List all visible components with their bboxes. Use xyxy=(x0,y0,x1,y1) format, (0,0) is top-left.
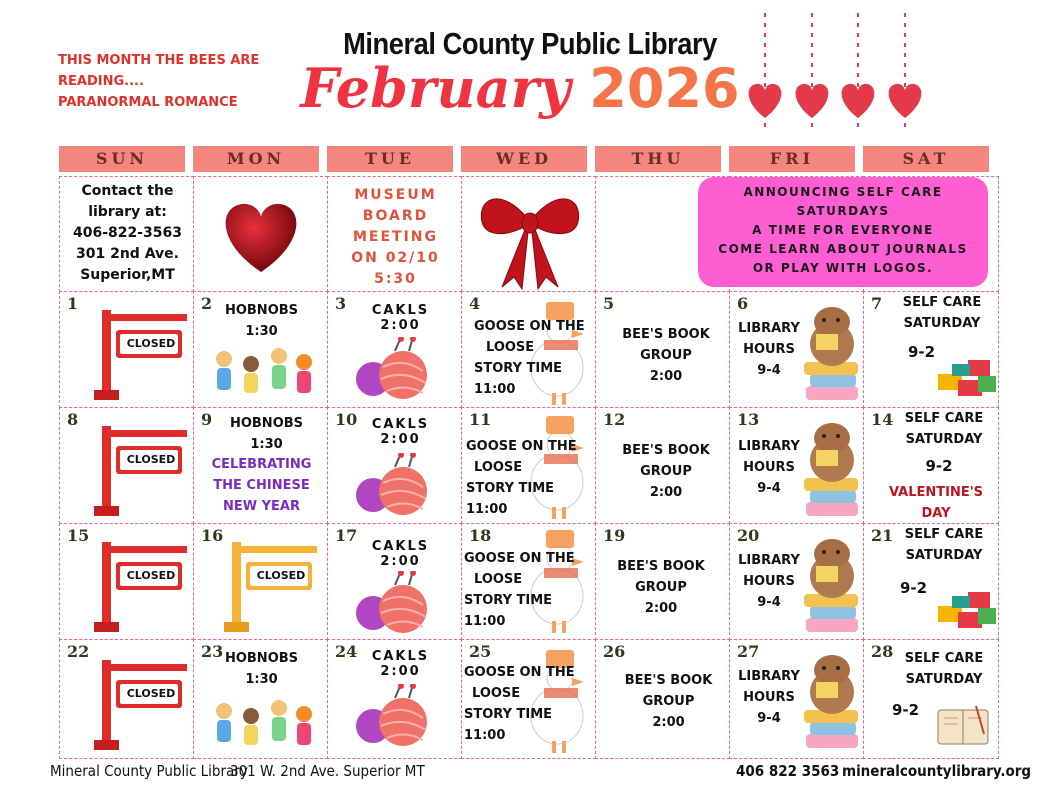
event-time: 9-4 xyxy=(757,481,781,496)
contact-info xyxy=(60,181,194,286)
reading-note xyxy=(58,50,288,113)
announcement-line: SATURDAYS xyxy=(796,204,890,218)
day-number: 8 xyxy=(67,410,79,429)
day-cell xyxy=(729,639,864,759)
day-cell xyxy=(193,639,328,759)
museum-line: 5:30 xyxy=(374,271,417,287)
day-cell xyxy=(327,523,462,640)
event-title: CAKLS xyxy=(371,539,430,554)
day-cell xyxy=(863,523,999,640)
event-self-care xyxy=(892,292,992,363)
event-valentines-day xyxy=(874,482,998,524)
day-number: 28 xyxy=(871,642,894,661)
event-time: 9-2 xyxy=(892,701,920,719)
event-title: HOURS xyxy=(743,690,795,705)
event-bees-book-group xyxy=(596,556,726,619)
dow-wed: WED xyxy=(461,146,587,172)
event-time: 2:00 xyxy=(649,485,683,500)
footer-phone: 406 822 3563 xyxy=(736,762,840,780)
event-time: 2:00 xyxy=(380,664,421,679)
event-bees-book-group xyxy=(601,440,730,503)
event-title: LOOSE xyxy=(474,572,523,587)
heart-icon xyxy=(749,13,782,133)
day-cell xyxy=(327,291,462,408)
dow-tue: TUE xyxy=(327,146,453,172)
closed-sign-icon xyxy=(90,652,190,752)
event-title: STORY TIME xyxy=(464,707,553,722)
event-title: GROUP xyxy=(635,580,687,595)
note-line: THIS MONTH THE BEES ARE xyxy=(58,53,260,68)
yarn-icon xyxy=(353,337,443,402)
day-number: 24 xyxy=(335,642,358,661)
day-cell xyxy=(193,407,328,524)
event-time: 9-2 xyxy=(900,579,928,597)
event-hobnobs xyxy=(194,648,328,690)
event-title: BEE'S BOOK xyxy=(622,327,710,342)
day-number: 19 xyxy=(603,526,626,545)
day-cell xyxy=(461,639,596,759)
day-number: 23 xyxy=(201,642,224,661)
day-number: 12 xyxy=(603,410,626,429)
day-number: 11 xyxy=(469,410,492,429)
event-title: CAKLS xyxy=(371,303,430,318)
day-number: 15 xyxy=(67,526,90,545)
event-hobnobs xyxy=(204,413,328,455)
footer-address: 301 W. 2nd Ave. Superior MT xyxy=(230,762,425,780)
day-number: 20 xyxy=(737,526,760,545)
event-time: 11:00 xyxy=(474,382,516,397)
day-cell xyxy=(461,407,596,524)
event-title: STORY TIME xyxy=(466,481,555,496)
event-time: 2:00 xyxy=(380,318,421,333)
closed-sign-icon xyxy=(90,534,190,634)
event-title: HOURS xyxy=(743,574,795,589)
day-number: 22 xyxy=(67,642,90,661)
day-number: 3 xyxy=(335,294,347,313)
day-cell xyxy=(461,291,596,408)
kids-icon xyxy=(209,344,319,399)
day-cell xyxy=(327,407,462,524)
day-cell xyxy=(327,639,462,759)
event-bees-book-group xyxy=(606,670,730,733)
day-cell xyxy=(595,291,730,408)
event-self-care xyxy=(892,408,996,477)
event-title: GROUP xyxy=(642,694,695,709)
event-title: LIBRARY xyxy=(738,669,800,684)
yarn-icon xyxy=(353,571,443,636)
self-care-announcement xyxy=(698,177,988,287)
day-number: 17 xyxy=(335,526,358,545)
event-title: BEE'S BOOK xyxy=(617,559,705,574)
dow-fri: FRI xyxy=(729,146,855,172)
event-time: 2:00 xyxy=(649,369,683,384)
day-cell xyxy=(193,523,328,640)
museum-line: BOARD xyxy=(362,208,429,224)
cell-bow xyxy=(461,176,596,292)
event-title: LIBRARY xyxy=(738,321,800,336)
event-bees-book-group xyxy=(601,324,730,387)
day-cell xyxy=(595,407,730,524)
capybara-icon xyxy=(800,302,862,406)
contact-line: Superior,MT xyxy=(80,267,175,283)
event-title: DAY xyxy=(921,506,951,521)
day-number: 5 xyxy=(603,294,615,313)
day-cell xyxy=(729,407,864,524)
event-title: GOOSE ON THE xyxy=(466,439,577,454)
day-cell xyxy=(595,639,730,759)
event-title: LOOSE xyxy=(474,460,523,475)
day-cell xyxy=(595,523,730,640)
event-library-hours xyxy=(734,318,804,381)
day-cell xyxy=(59,639,194,759)
day-number: 18 xyxy=(469,526,492,545)
event-time: 1:30 xyxy=(245,324,278,339)
dow-mon: MON xyxy=(193,146,319,172)
announcement-line: ANNOUNCING SELF CARE xyxy=(743,185,943,199)
cell-contact xyxy=(59,176,194,292)
closed-label: CLOSED xyxy=(126,687,176,700)
event-title: SATURDAY xyxy=(905,432,983,447)
event-title: HOBNOBS xyxy=(224,303,299,318)
day-cell xyxy=(863,639,999,759)
event-title: HOBNOBS xyxy=(224,651,299,666)
heart-icon xyxy=(889,13,922,133)
bow-icon xyxy=(462,177,596,292)
closed-label: CLOSED xyxy=(126,453,176,466)
event-hobnobs xyxy=(194,300,328,342)
event-time: 1:30 xyxy=(250,437,283,452)
library-title: Mineral County Public Library xyxy=(343,26,717,61)
event-title: LOOSE xyxy=(472,686,521,701)
closed-label: CLOSED xyxy=(126,569,176,582)
event-cakls xyxy=(338,646,462,682)
event-chinese-new-year xyxy=(194,454,328,517)
event-time: 9-4 xyxy=(757,595,781,610)
event-goose xyxy=(466,436,596,520)
event-title: LIBRARY xyxy=(738,553,800,568)
day-number: 21 xyxy=(871,526,894,545)
event-title: NEW YEAR xyxy=(223,499,300,514)
closed-label: CLOSED xyxy=(256,569,306,582)
event-title: GROUP xyxy=(640,348,692,363)
event-title: SELF CARE xyxy=(904,411,984,426)
event-title: GOOSE ON THE xyxy=(464,551,575,566)
day-number: 16 xyxy=(201,526,224,545)
day-number: 25 xyxy=(469,642,492,661)
dow-sat: SAT xyxy=(863,146,989,172)
event-time: 11:00 xyxy=(464,614,506,629)
event-title: SELF CARE xyxy=(904,651,984,666)
day-cell xyxy=(729,523,864,640)
contact-line: library at: xyxy=(88,204,167,220)
event-library-hours xyxy=(734,550,804,613)
event-time: 2:00 xyxy=(644,601,678,616)
event-cakls xyxy=(338,536,462,572)
event-title: SELF CARE xyxy=(904,527,984,542)
event-title: STORY TIME xyxy=(464,593,553,608)
blocks-icon xyxy=(938,356,998,400)
event-title: LOOSE xyxy=(486,340,535,355)
capybara-icon xyxy=(800,650,862,754)
announcement-line: OR PLAY WITH LOGOS. xyxy=(752,261,934,275)
museum-meeting xyxy=(328,185,462,290)
event-cakls xyxy=(338,414,462,450)
event-title: CAKLS xyxy=(371,417,430,432)
announcement-line: COME LEARN ABOUT JOURNALS xyxy=(718,242,968,256)
blocks-icon xyxy=(938,588,998,632)
event-time: 9-2 xyxy=(925,457,953,475)
heart-icon xyxy=(194,177,328,292)
event-goose xyxy=(464,548,596,632)
cell-heart xyxy=(193,176,328,292)
museum-line: ON 02/10 xyxy=(351,250,440,266)
day-number: 10 xyxy=(335,410,358,429)
event-title: BEE'S BOOK xyxy=(624,673,713,688)
event-title: HOURS xyxy=(743,342,795,357)
kids-icon xyxy=(209,696,319,751)
day-cell xyxy=(59,291,194,408)
event-time: 9-4 xyxy=(757,711,781,726)
contact-line: 406-822-3563 xyxy=(72,225,183,241)
day-cell xyxy=(193,291,328,408)
event-time: 11:00 xyxy=(466,502,508,517)
day-number: 4 xyxy=(469,294,481,313)
cell-museum xyxy=(327,176,462,292)
event-title: GOOSE ON THE xyxy=(474,319,585,334)
yarn-icon xyxy=(353,684,443,749)
hanging-hearts-decoration xyxy=(740,8,940,138)
yarn-icon xyxy=(353,453,443,518)
closed-sign-icon xyxy=(90,302,190,402)
event-time: 9-2 xyxy=(908,343,936,361)
footer-website[interactable]: mineralcountylibrary.org xyxy=(842,762,1032,780)
event-cakls xyxy=(338,300,462,336)
event-title: SATURDAY xyxy=(905,672,983,687)
contact-line: Contact the xyxy=(81,183,174,199)
dow-thu: THU xyxy=(595,146,721,172)
dow-sun: SUN xyxy=(59,146,185,172)
closed-sign-icon xyxy=(90,418,190,518)
capybara-icon xyxy=(800,418,862,522)
event-title: LIBRARY xyxy=(738,439,800,454)
day-number: 6 xyxy=(737,294,749,313)
month-title xyxy=(280,56,760,120)
day-number: 2 xyxy=(201,294,213,313)
capybara-icon xyxy=(800,534,862,638)
event-title: CELEBRATING xyxy=(211,457,312,472)
event-goose xyxy=(464,662,596,746)
day-number: 9 xyxy=(201,410,213,429)
event-title: STORY TIME xyxy=(474,361,563,376)
closed-label: CLOSED xyxy=(126,337,176,350)
year: 2026 xyxy=(589,57,740,120)
note-line: READING.... xyxy=(58,74,144,89)
event-time: 2:00 xyxy=(380,432,421,447)
day-cell xyxy=(59,523,194,640)
day-cell xyxy=(59,407,194,524)
event-goose xyxy=(474,316,596,400)
event-time: 11:00 xyxy=(464,728,506,743)
event-title: GROUP xyxy=(640,464,692,479)
day-number: 1 xyxy=(67,294,79,313)
event-title: SELF CARE xyxy=(902,295,982,310)
event-time: 1:30 xyxy=(245,672,278,687)
day-cell xyxy=(863,291,999,408)
announcement-line: A TIME FOR EVERYONE xyxy=(752,223,934,237)
event-title: SATURDAY xyxy=(903,316,981,331)
day-number: 26 xyxy=(603,642,626,661)
heart-icon xyxy=(796,13,829,133)
month-name: February xyxy=(300,56,571,120)
day-cell xyxy=(461,523,596,640)
contact-line: 301 2nd Ave. xyxy=(76,246,179,262)
event-title: HOURS xyxy=(743,460,795,475)
day-number: 13 xyxy=(737,410,760,429)
event-library-hours xyxy=(734,666,804,729)
heart-icon xyxy=(842,13,875,133)
event-library-hours xyxy=(734,436,804,499)
event-title: SATURDAY xyxy=(905,548,983,563)
day-number: 27 xyxy=(737,642,760,661)
event-title: VALENTINE'S xyxy=(888,485,984,500)
museum-line: MUSEUM xyxy=(354,187,437,203)
day-number: 7 xyxy=(871,294,883,313)
day-cell xyxy=(729,291,864,408)
footer-library-name: Mineral County Public Library xyxy=(50,762,248,780)
closed-sign-icon xyxy=(220,534,320,634)
event-title: HOBNOBS xyxy=(229,416,304,431)
museum-line: MEETING xyxy=(352,229,439,245)
event-title: THE CHINESE xyxy=(213,478,310,493)
event-title: GOOSE ON THE xyxy=(464,665,575,680)
journal-icon xyxy=(936,704,992,748)
event-time: 2:00 xyxy=(380,554,421,569)
event-time: 2:00 xyxy=(652,715,685,730)
day-number: 14 xyxy=(871,410,894,429)
event-time: 9-4 xyxy=(757,363,781,378)
day-cell xyxy=(863,407,999,524)
event-title: CAKLS xyxy=(371,649,430,664)
note-line: PARANORMAL ROMANCE xyxy=(58,95,238,110)
event-title: BEE'S BOOK xyxy=(622,443,710,458)
